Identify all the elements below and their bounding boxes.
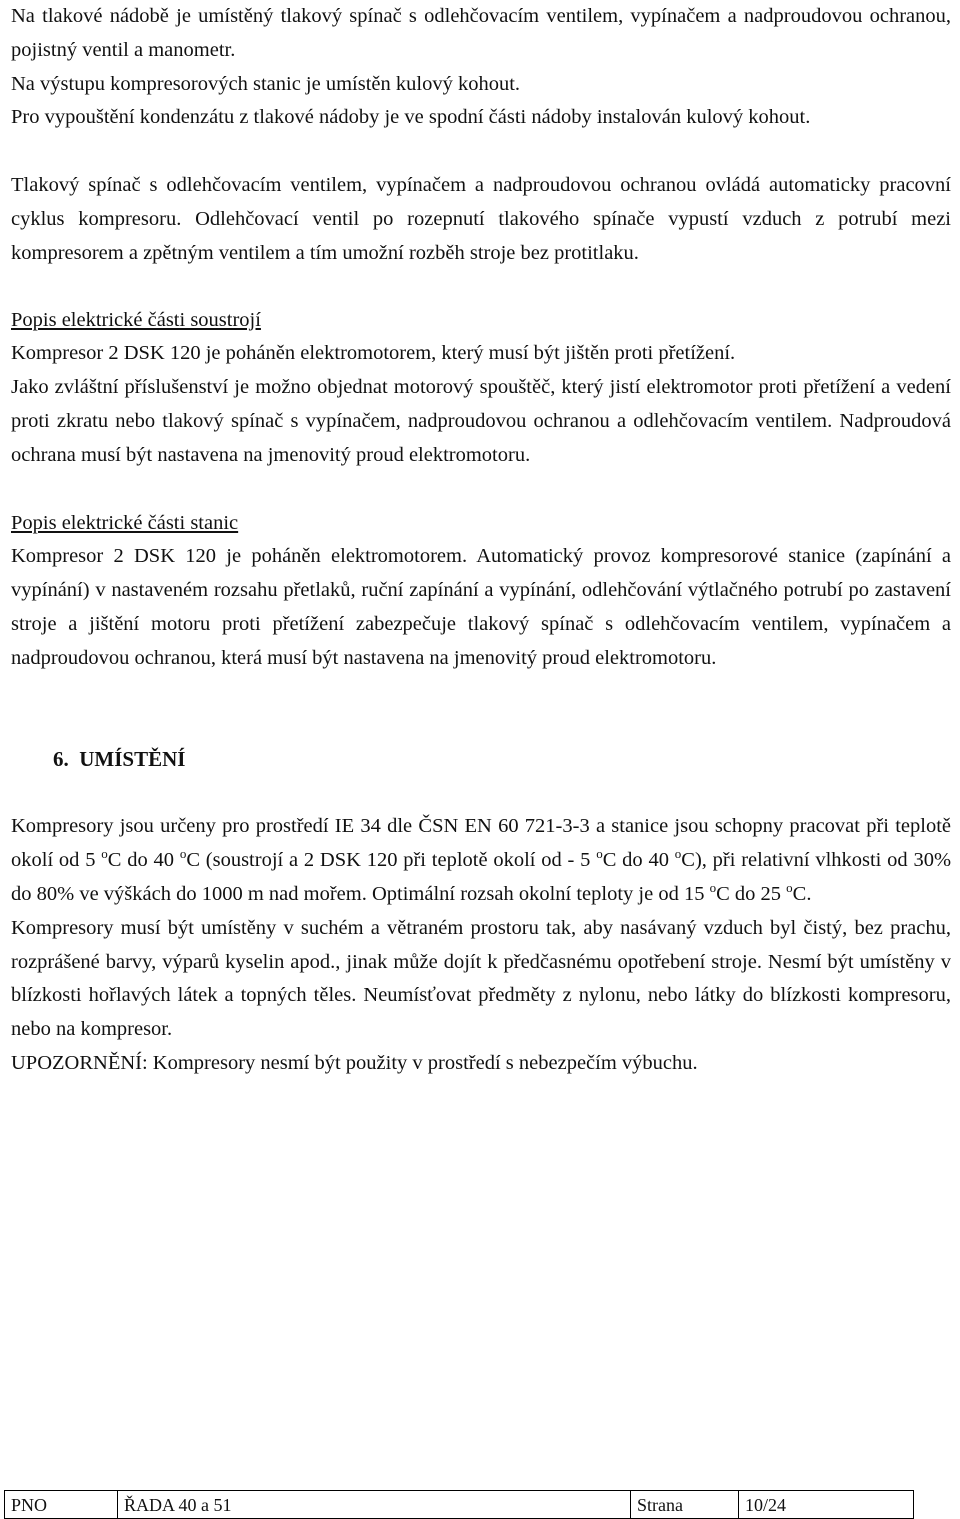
paragraph: Kompresor 2 DSK 120 je poháněn elektromotorem. Automatický provoz kompresorové stanice (zapínání a vypínání) v nastaveném rozsahu přetlaků, ruční zapínání a vypínání, odlehčování výtlačného potrubí po zastavení stroje a jištění motoru proti přetížení zabezpečuje tlakový spínač s odlehčovacím ventilem, vypínačem a nadproudovou ochranou, která musí být nastavena na jmenovitý proud elektromotoru. [11, 545, 951, 669]
section-title: UMÍSTĚNÍ [79, 746, 186, 771]
paragraph: Kompresor 2 DSK 120 je poháněn elektromotorem, který musí být jištěn proti přetížení. [11, 342, 736, 365]
text: Na tlakové nádobě je umístěný tlakový spínač s odlehčovacím ventilem, vypínačem a nadproudovou ochranou, pojistný ventil a manometr. [11, 5, 951, 61]
paragraph: Jako zvláštní příslušenství je možno objednat motorový spouštěč, který jistí elektromotor proti přetížení a vedení proti zkratu nebo tlakový spínač s vypínačem, nadproudovou ochranou a odlehčovacím ventilem. Nadproudová ochrana musí být nastavena na jmenovitý proud elektromotoru. [11, 376, 951, 466]
footer-page-number: 10/24 [739, 1491, 914, 1519]
text: Pro vypouštění kondenzátu z tlakové nádoby je ve spodní části nádoby instalován kulový kohout. [11, 106, 811, 129]
footer-series: ŘADA 40 a 51 [118, 1491, 631, 1519]
section-number: 6. [53, 746, 69, 771]
subheading: Popis elektrické části stanic [11, 511, 239, 534]
text: Na výstupu kompresorových stanic je umístěn kulový kohout. [11, 72, 521, 95]
paragraph: Tlakový spínač s odlehčovacím ventilem, vypínačem a nadproudovou ochranou ovládá automaticky pracovní cyklus kompresoru. Odlehčovací ventil po rozepnutí tlakového spínače vypustí vzduch z potrubí mezi kompresorem a zpětným ventilem a tím umožní rozběh stroje bez protitlaku. [11, 174, 951, 264]
footer-code: PNO [5, 1491, 118, 1519]
document-page [11, 0, 951, 1081]
subheading: Popis elektrické části soustrojí [11, 308, 261, 331]
footer-page-label: Strana [631, 1491, 739, 1519]
page-footer [4, 1490, 914, 1519]
paragraph [11, 0, 951, 135]
paragraph: Kompresory musí být umístěny v suchém a větraném prostoru tak, aby nasávaný vzduch byl čistý, bez prachu, rozprášené barvy, výparů kyselin apod., jinak může dojít k předčasnému opotřebení stroje. Nesmí být umístěny v blízkosti hořlavých látek a topných těles. Neumísťovat předměty z nylonu, nebo látky do blízkosti kompresoru, nebo na kompresor. [11, 916, 951, 1041]
paragraph: UPOZORNĚNÍ: Kompresory nesmí být použity v prostředí s nebezpečím výbuchu. [11, 1051, 698, 1074]
paragraph: Kompresory jsou určeny pro prostředí IE 34 dle ČSN EN 60 721-3-3 a stanice jsou schopny pracovat při teplotě okolí od 5 $^o$C do 40 $^o$C (soustrojí a 2 DSK 120 při teplotě okolí od - 5 $^o$C do 40 $^o$C), při relativní vlhkosti od 30% do 80% ve výškách do 1000 m nad mořem. Optimální rozsah okolní teploty je od 15 $^o$C do 25 $^o$C. [11, 815, 952, 905]
section-heading [11, 743, 951, 777]
